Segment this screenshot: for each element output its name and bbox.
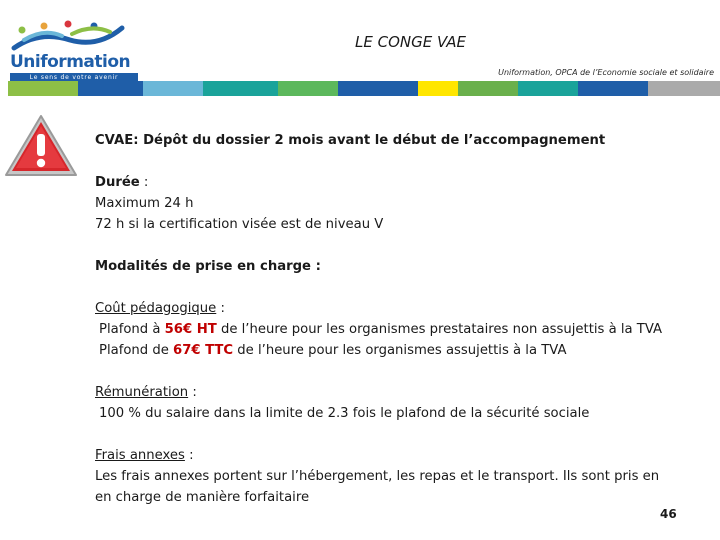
frais-label: Frais annexes bbox=[95, 448, 185, 463]
duree-title bbox=[95, 172, 717, 193]
color-bar-segment bbox=[278, 81, 338, 96]
uniformation-logo bbox=[6, 18, 141, 82]
warning-icon bbox=[2, 112, 80, 184]
page-number: 46 bbox=[660, 507, 677, 521]
cout-line-1 bbox=[95, 319, 717, 340]
color-bar-segment bbox=[8, 81, 78, 96]
modalites-heading: Modalités de prise en charge : bbox=[95, 259, 321, 274]
header-subtitle: Uniformation, OPCA de l’Economie sociale et solidaire bbox=[498, 68, 714, 77]
remuneration-line: 100 % du salaire dans la limite de 2.3 fois le plafond de la sécurité sociale bbox=[99, 406, 590, 421]
frais-title bbox=[95, 445, 717, 466]
color-bar-segment bbox=[78, 81, 143, 96]
color-bar-segment bbox=[338, 81, 418, 96]
color-bar-segment bbox=[578, 81, 648, 96]
color-bar-segment bbox=[458, 81, 518, 96]
cout-amount-ht: 56€ HT bbox=[164, 322, 217, 337]
cout-line-2-b: de l’heure pour les organismes assujettis à la TVA bbox=[233, 343, 567, 358]
duree-label: Durée bbox=[95, 175, 140, 190]
page-title: LE CONGE VAE bbox=[355, 33, 466, 51]
cout-amount-ttc: 67€ TTC bbox=[173, 343, 234, 358]
cout-line-2-a: Plafond de bbox=[99, 343, 174, 358]
cout-line-1-a: Plafond à bbox=[99, 322, 165, 337]
main-content bbox=[95, 130, 717, 508]
color-bar-segment bbox=[203, 81, 278, 96]
color-bar-segment bbox=[418, 81, 458, 96]
duree-line-1: Maximum 24 h bbox=[95, 196, 194, 211]
color-bar bbox=[8, 81, 720, 96]
cout-line-2 bbox=[95, 340, 717, 361]
cout-colon: : bbox=[216, 301, 225, 316]
logo-figures-icon bbox=[10, 18, 130, 54]
duree-colon: : bbox=[139, 175, 149, 190]
frais-line-2: en charge de manière forfaitaire bbox=[95, 490, 310, 505]
color-bar-segment bbox=[518, 81, 578, 96]
remuneration-colon: : bbox=[188, 385, 197, 400]
color-bar-segment bbox=[648, 81, 720, 96]
remuneration-title bbox=[95, 382, 717, 403]
cout-line-1-b: de l’heure pour les organismes prestataires non assujettis à la TVA bbox=[216, 322, 663, 337]
frais-line-1: Les frais annexes portent sur l’hébergement, les repas et le transport. Ils sont pris en bbox=[95, 469, 660, 484]
duree-line-2: 72 h si la certification visée est de niveau V bbox=[95, 217, 384, 232]
color-bar-segment bbox=[143, 81, 203, 96]
remuneration-label: Rémunération bbox=[95, 385, 189, 400]
cout-label: Coût pédagogique bbox=[95, 301, 217, 316]
logo-wordmark: Uniformation bbox=[10, 52, 131, 72]
cout-title bbox=[95, 298, 717, 319]
logo-tagline: Le sens de votre avenir bbox=[10, 73, 138, 82]
frais-colon: : bbox=[184, 448, 194, 463]
heading: CVAE: Dépôt du dossier 2 mois avant le début de l’accompagnement bbox=[95, 133, 606, 148]
